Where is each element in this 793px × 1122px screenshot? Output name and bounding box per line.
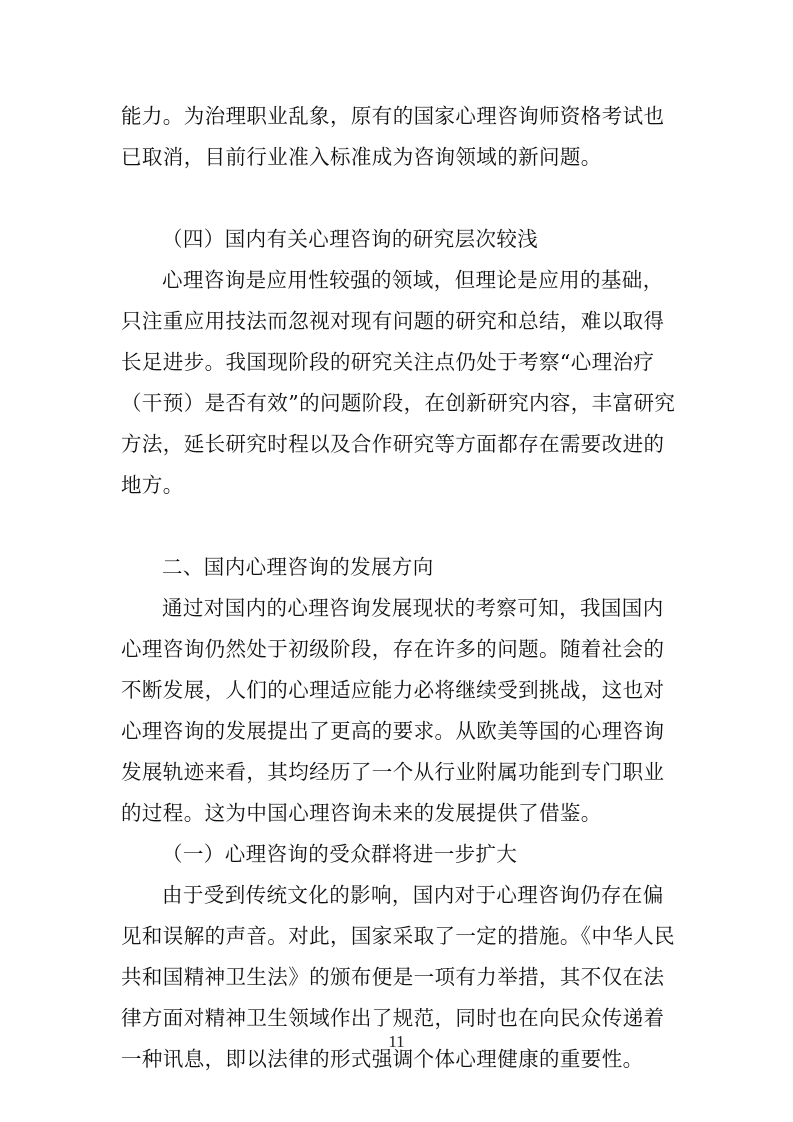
paragraph-research-depth: 心理咨询是应用性较强的领域，但理论是应用的基础，只注重应用技法而忽视对现有问题的研究和总结，难以取得长足进步。我国现阶段的研究关注点仍处于考察“心理治疗（干预）是否有效”的问题阶段，在创新研究内容，丰富研究方法，延长研究时程以及合作研究等方面都存在需要改进的地方。 [121, 268, 676, 497]
page-body [121, 96, 676, 1080]
page-number: 11 [388, 1032, 405, 1051]
section-spacer [121, 506, 676, 547]
section-heading-one: （一）心理咨询的受众群将进一步扩大 [162, 842, 518, 866]
section-spacer [121, 178, 676, 219]
chapter-heading-two: 二、国内心理咨询的发展方向 [162, 555, 434, 579]
paragraph-development-direction: 通过对国内的心理咨询发展现状的考察可知，我国国内心理咨询仍然处于初级阶段，存在许多的问题。随着社会的不断发展，人们的心理适应能力必将继续受到挑战，这也对心理咨询的发展提出了更高的要求。从欧美等国的心理咨询发展轨迹来看，其均经历了一个从行业附属功能到专门职业的过程。这为中国心理咨询未来的发展提供了借鉴。 [121, 596, 665, 825]
paragraph-continued: 能力。为治理职业乱象，原有的国家心理咨询师资格考试也已取消，目前行业准入标准成为咨询领域的新问题。 [121, 104, 665, 169]
section-heading-four: （四）国内有关心理咨询的研究层次较浅 [162, 227, 539, 251]
paragraph-audience-expansion: 由于受到传统文化的影响，国内对于心理咨询仍存在偏见和误解的声音。对此，国家采取了一定的措施。《中华人民共和国精神卫生法》的颁布便是一项有力举措，其不仅在法律方面对精神卫生领域作出了规范，同时也在向民众传递着一种讯息，即以法律的形式强调个体心理健康的重要性。 [121, 883, 676, 1071]
